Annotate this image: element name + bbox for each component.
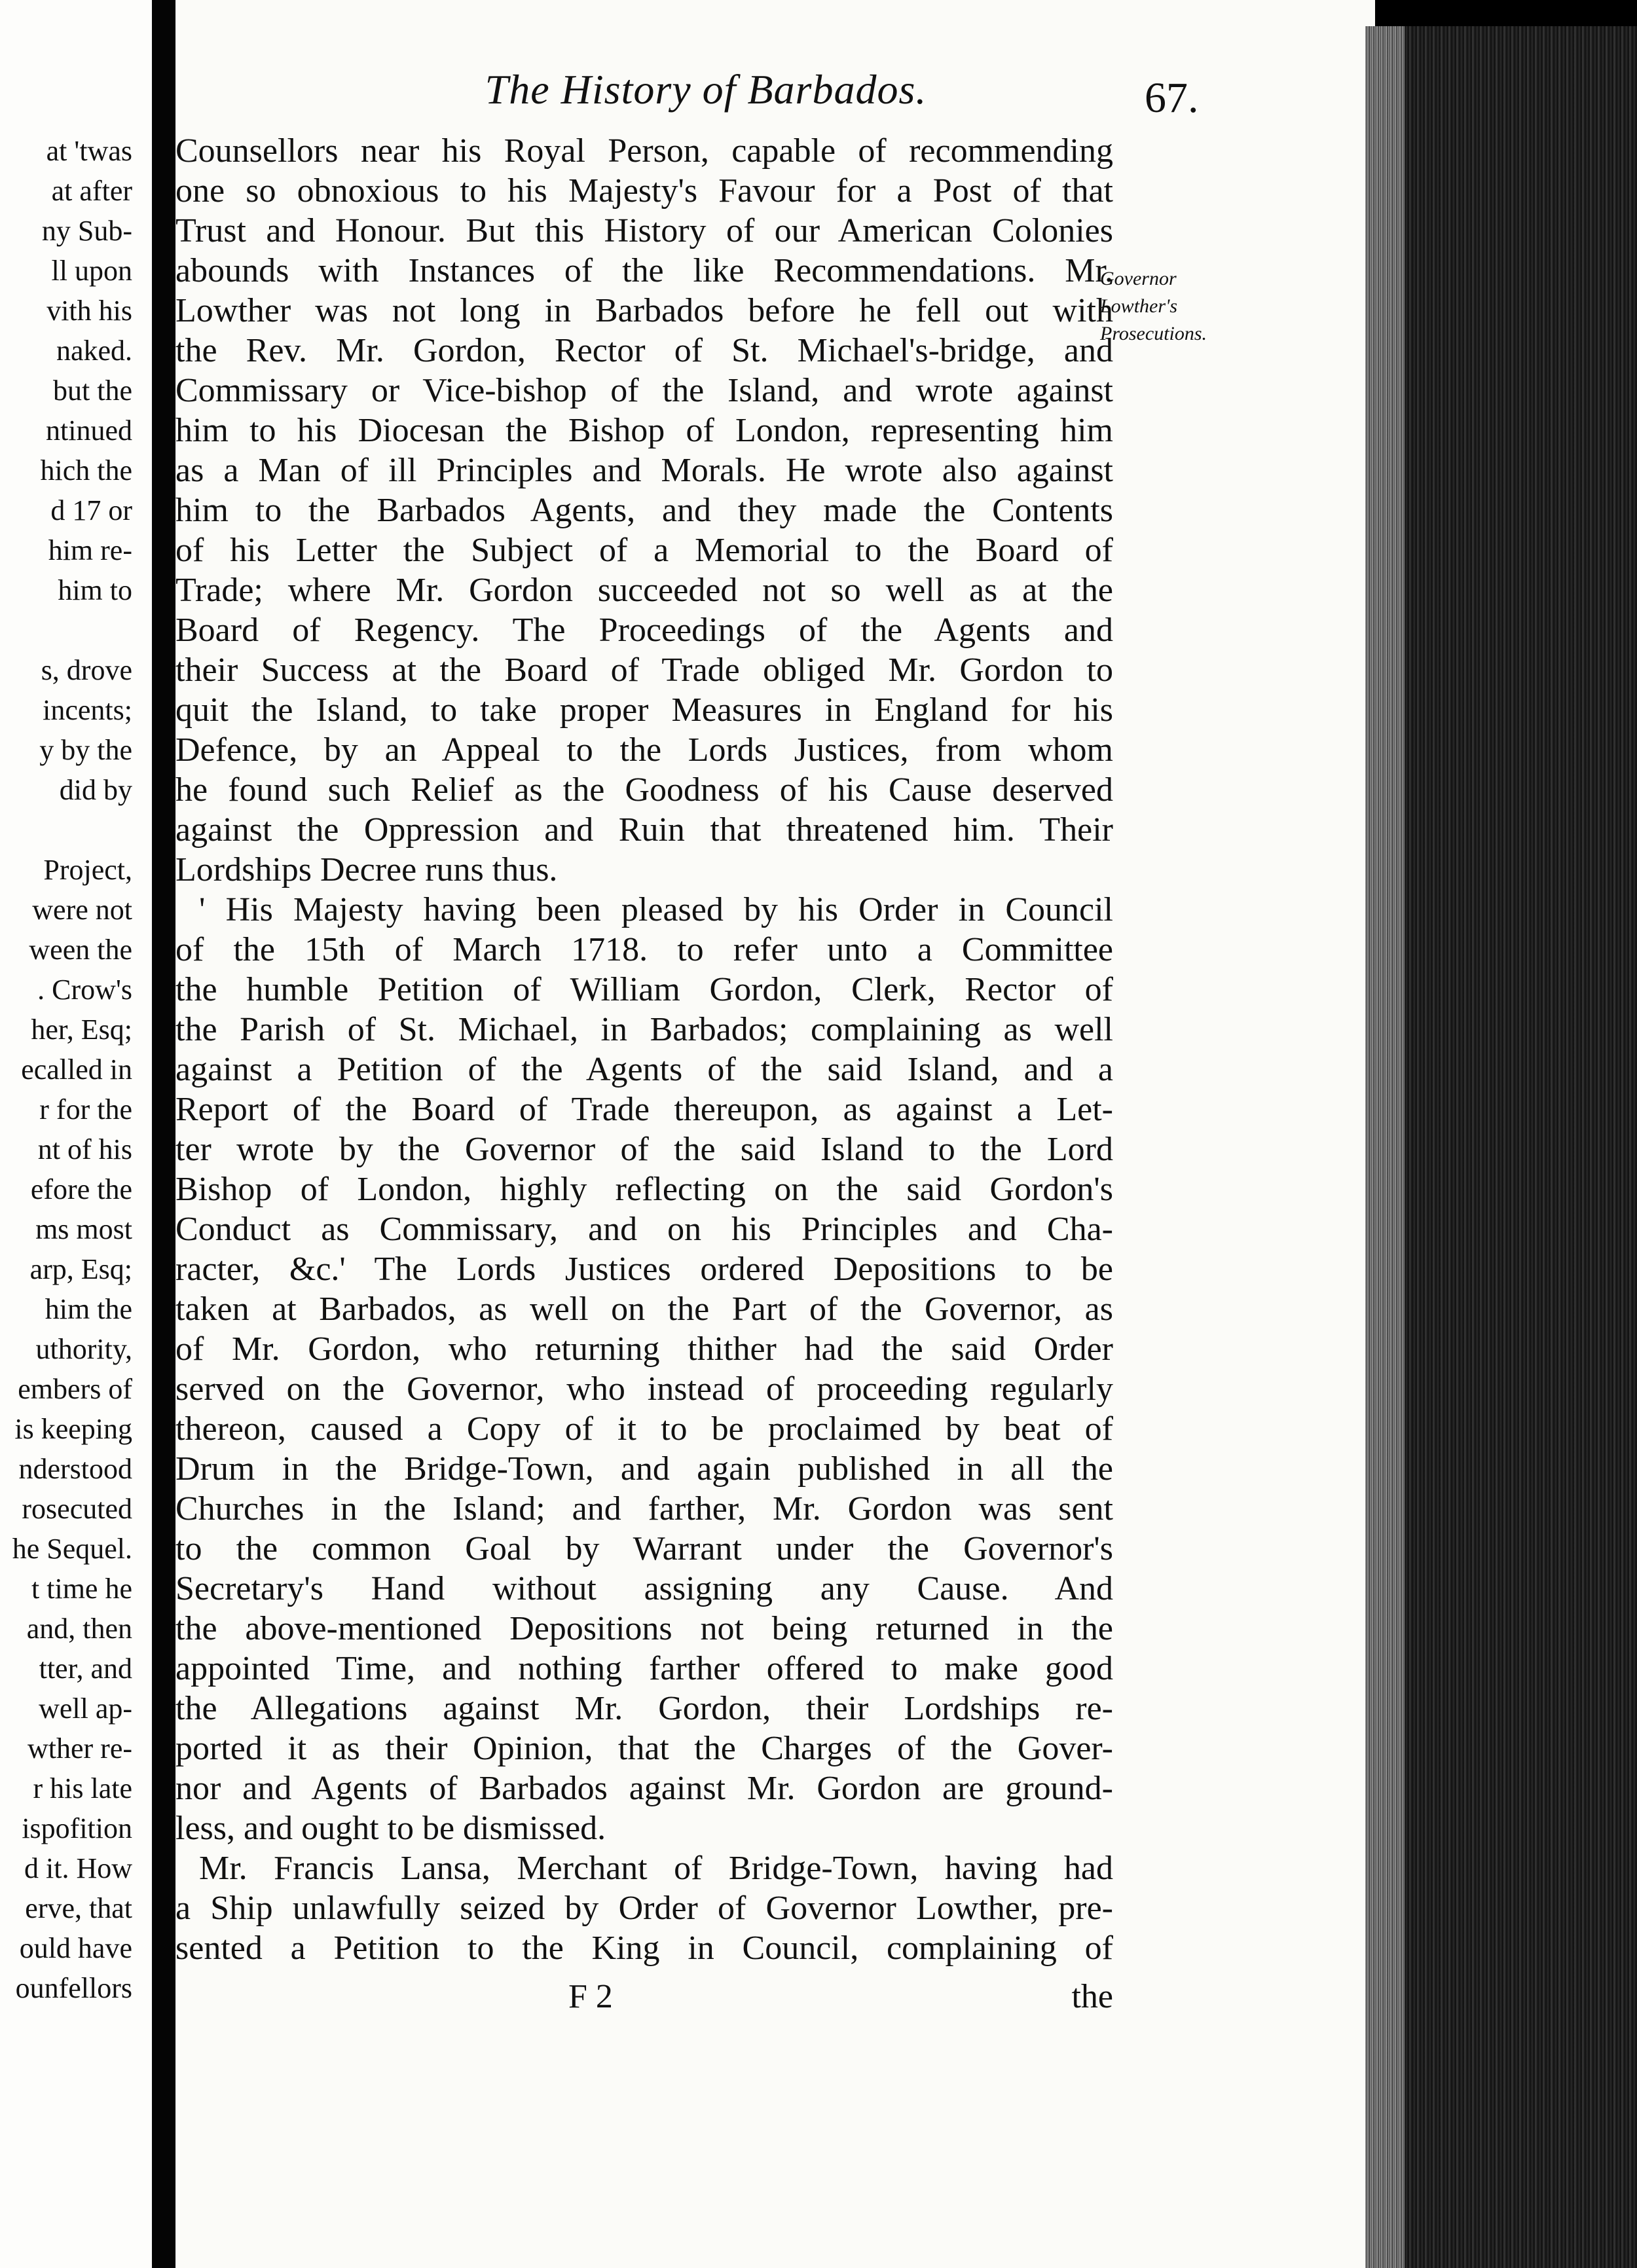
body-text xyxy=(175,131,1113,1968)
text-line: appointed Time, and nothing farther offered to make good xyxy=(175,1650,1113,1687)
text-line: Trade; where Mr. Gordon succeeded not so well as at the xyxy=(175,572,1113,609)
text-line: Counsellors near his Royal Person, capable of recommending xyxy=(175,132,1113,170)
facing-page-line: embers of xyxy=(18,1373,132,1405)
text-line: their Success at the Board of Trade obliged Mr. Gordon to xyxy=(175,651,1113,689)
signature-mark: F 2 xyxy=(568,1978,613,2015)
text-line: nor and Agents of Barbados against Mr. Gordon are ground- xyxy=(175,1770,1113,1807)
text-line: ter wrote by the Governor of the said Island to the Lord xyxy=(175,1131,1113,1168)
page-header xyxy=(175,65,1375,124)
text-line: thereon, caused a Copy of it to be proclaimed by beat of xyxy=(175,1410,1113,1448)
text-line: of his Letter the Subject of a Memorial to the Board of xyxy=(175,532,1113,569)
facing-page-line: rosecuted xyxy=(22,1493,132,1525)
text-line: less, and ought to be dismissed. xyxy=(175,1810,606,1847)
facing-page-line: d it. How xyxy=(24,1852,132,1884)
facing-page-line: at after xyxy=(51,175,132,207)
facing-page-line: ispofition xyxy=(22,1812,132,1844)
text-line: Trust and Honour. But this History of our American Colonies xyxy=(175,212,1113,249)
facing-page-line: ll upon xyxy=(51,255,132,287)
facing-page-line: ms most xyxy=(35,1213,132,1245)
facing-page-line: he Sequel. xyxy=(12,1533,132,1565)
text-line: Bishop of London, highly reflecting on the said Gordon's xyxy=(175,1171,1113,1208)
text-line: as a Man of ill Principles and Morals. He wrote also against xyxy=(175,452,1113,489)
facing-page-line: her, Esq; xyxy=(31,1014,132,1046)
text-line: the humble Petition of William Gordon, Clerk, Rector of xyxy=(175,971,1113,1008)
facing-page-line: uthority, xyxy=(35,1333,132,1365)
facing-page-line: wther re- xyxy=(27,1732,132,1765)
facing-page-line: y by the xyxy=(39,734,132,766)
facing-page-line: t time he xyxy=(31,1573,132,1605)
facing-page-line: arp, Esq; xyxy=(29,1253,132,1285)
facing-page-line: did by xyxy=(59,774,132,806)
page-edges-highlight xyxy=(1365,26,1405,2268)
margin-note-line: Prosecutions. xyxy=(1100,323,1207,344)
margin-note xyxy=(1100,265,1251,348)
facing-page-line: him to xyxy=(58,574,132,606)
running-title: The History of Barbados. xyxy=(485,66,927,113)
text-line: Defence, by an Appeal to the Lords Justices, from whom xyxy=(175,731,1113,769)
margin-note-line: Lowther's xyxy=(1100,295,1178,317)
facing-page-line: r his late xyxy=(33,1772,132,1804)
text-line: Mr. Francis Lansa, Merchant of Bridge-Town, having had xyxy=(199,1850,1113,1887)
facing-page-line: erve, that xyxy=(25,1892,132,1924)
text-line: racter, &c.' The Lords Justices ordered Depositions to be xyxy=(175,1251,1113,1288)
margin-note-line: Governor xyxy=(1100,268,1177,289)
catchword: the xyxy=(1071,1978,1113,2015)
text-line: the above-mentioned Depositions not being returned in the xyxy=(175,1610,1113,1647)
facing-page-line: ween the xyxy=(29,934,132,966)
page-footer xyxy=(175,1977,1113,2023)
text-line: Board of Regency. The Proceedings of the Agents and xyxy=(175,612,1113,649)
facing-page-line: s, drove xyxy=(41,654,132,686)
facing-page-line: r for the xyxy=(39,1093,132,1125)
text-line: quit the Island, to take proper Measures in England for his xyxy=(175,691,1113,729)
facing-page-line: . Crow's xyxy=(37,974,132,1006)
text-line: against the Oppression and Ruin that threatened him. Their xyxy=(175,811,1113,849)
facing-page-line: ny Sub- xyxy=(41,215,132,247)
page-edges xyxy=(1365,26,1637,2268)
facing-page-line: naked. xyxy=(56,335,132,367)
text-line: taken at Barbados, as well on the Part of the Governor, as xyxy=(175,1290,1113,1328)
text-line: Secretary's Hand without assigning any Cause. And xyxy=(175,1570,1113,1607)
text-line: a Ship unlawfully seized by Order of Governor Lowther, pre- xyxy=(175,1890,1113,1927)
text-line: Churches in the Island; and farther, Mr. Gordon was sent xyxy=(175,1490,1113,1527)
text-line: Commissary or Vice-bishop of the Island, and wrote against xyxy=(175,372,1113,409)
facing-page-line: ntinued xyxy=(46,414,132,447)
text-line: ' His Majesty having been pleased by his Order in Council xyxy=(199,891,1113,928)
text-line: the Parish of St. Michael, in Barbados; complaining as well xyxy=(175,1011,1113,1048)
facing-page-line: nt of his xyxy=(37,1133,132,1165)
facing-page-line: Project, xyxy=(43,854,132,886)
facing-page-line: and, then xyxy=(26,1613,132,1645)
text-line: against a Petition of the Agents of the said Island, and a xyxy=(175,1051,1113,1088)
text-line: Conduct as Commissary, and on his Principles and Cha- xyxy=(175,1211,1113,1248)
text-line: Lowther was not long in Barbados before he fell out with xyxy=(175,292,1113,329)
facing-page-line: d 17 or xyxy=(50,494,132,526)
text-line: the Rev. Mr. Gordon, Rector of St. Michael's-bridge, and xyxy=(175,332,1113,369)
text-line: one so obnoxious to his Majesty's Favour for a Post of that xyxy=(175,172,1113,210)
text-line: he found such Relief as the Goodness of his Cause deserved xyxy=(175,771,1113,809)
facing-page-line: him the xyxy=(45,1293,132,1325)
text-line: abounds with Instances of the like Recommendations. Mr. xyxy=(175,252,1113,289)
facing-page-line: tter, and xyxy=(39,1653,132,1685)
facing-page-line: hich the xyxy=(40,454,132,486)
facing-page-line: at 'twas xyxy=(46,135,132,167)
facing-page-line: him re- xyxy=(48,534,132,566)
text-line: of Mr. Gordon, who returning thither had the said Order xyxy=(175,1330,1113,1368)
facing-page-line: ecalled in xyxy=(21,1053,132,1086)
facing-page-line: well ap- xyxy=(39,1692,132,1725)
facing-page-line: vith his xyxy=(46,295,132,327)
text-line: sented a Petition to the King in Council, complaining of xyxy=(175,1930,1113,1967)
facing-page-line: ounfellors xyxy=(15,1972,132,2004)
text-line: him to the Barbados Agents, and they made the Contents xyxy=(175,492,1113,529)
facing-page-fragment xyxy=(0,0,152,2268)
facing-page-line: efore the xyxy=(30,1173,132,1205)
facing-page-line: is keeping xyxy=(14,1413,132,1445)
text-line: to the common Goal by Warrant under the Governor's xyxy=(175,1530,1113,1567)
text-line: the Allegations against Mr. Gordon, their Lordships re- xyxy=(175,1690,1113,1727)
text-line: Report of the Board of Trade thereupon, as against a Let- xyxy=(175,1091,1113,1128)
text-line: ported it as their Opinion, that the Charges of the Gover- xyxy=(175,1730,1113,1767)
text-line: Lordships Decree runs thus. xyxy=(175,851,558,888)
facing-page-line: were not xyxy=(32,894,132,926)
text-line: him to his Diocesan the Bishop of London, representing him xyxy=(175,412,1113,449)
facing-page-line: ould have xyxy=(19,1932,132,1964)
facing-page-line: incents; xyxy=(43,694,132,726)
book-gutter xyxy=(152,0,175,2268)
facing-page-line: nderstood xyxy=(18,1453,132,1485)
page-number: 67. xyxy=(1145,74,1199,122)
text-line: served on the Governor, who instead of proceeding regularly xyxy=(175,1370,1113,1408)
facing-page-line: but the xyxy=(53,375,132,407)
text-line: Drum in the Bridge-Town, and again published in all the xyxy=(175,1450,1113,1488)
text-line: of the 15th of March 1718. to refer unto a Committee xyxy=(175,931,1113,968)
